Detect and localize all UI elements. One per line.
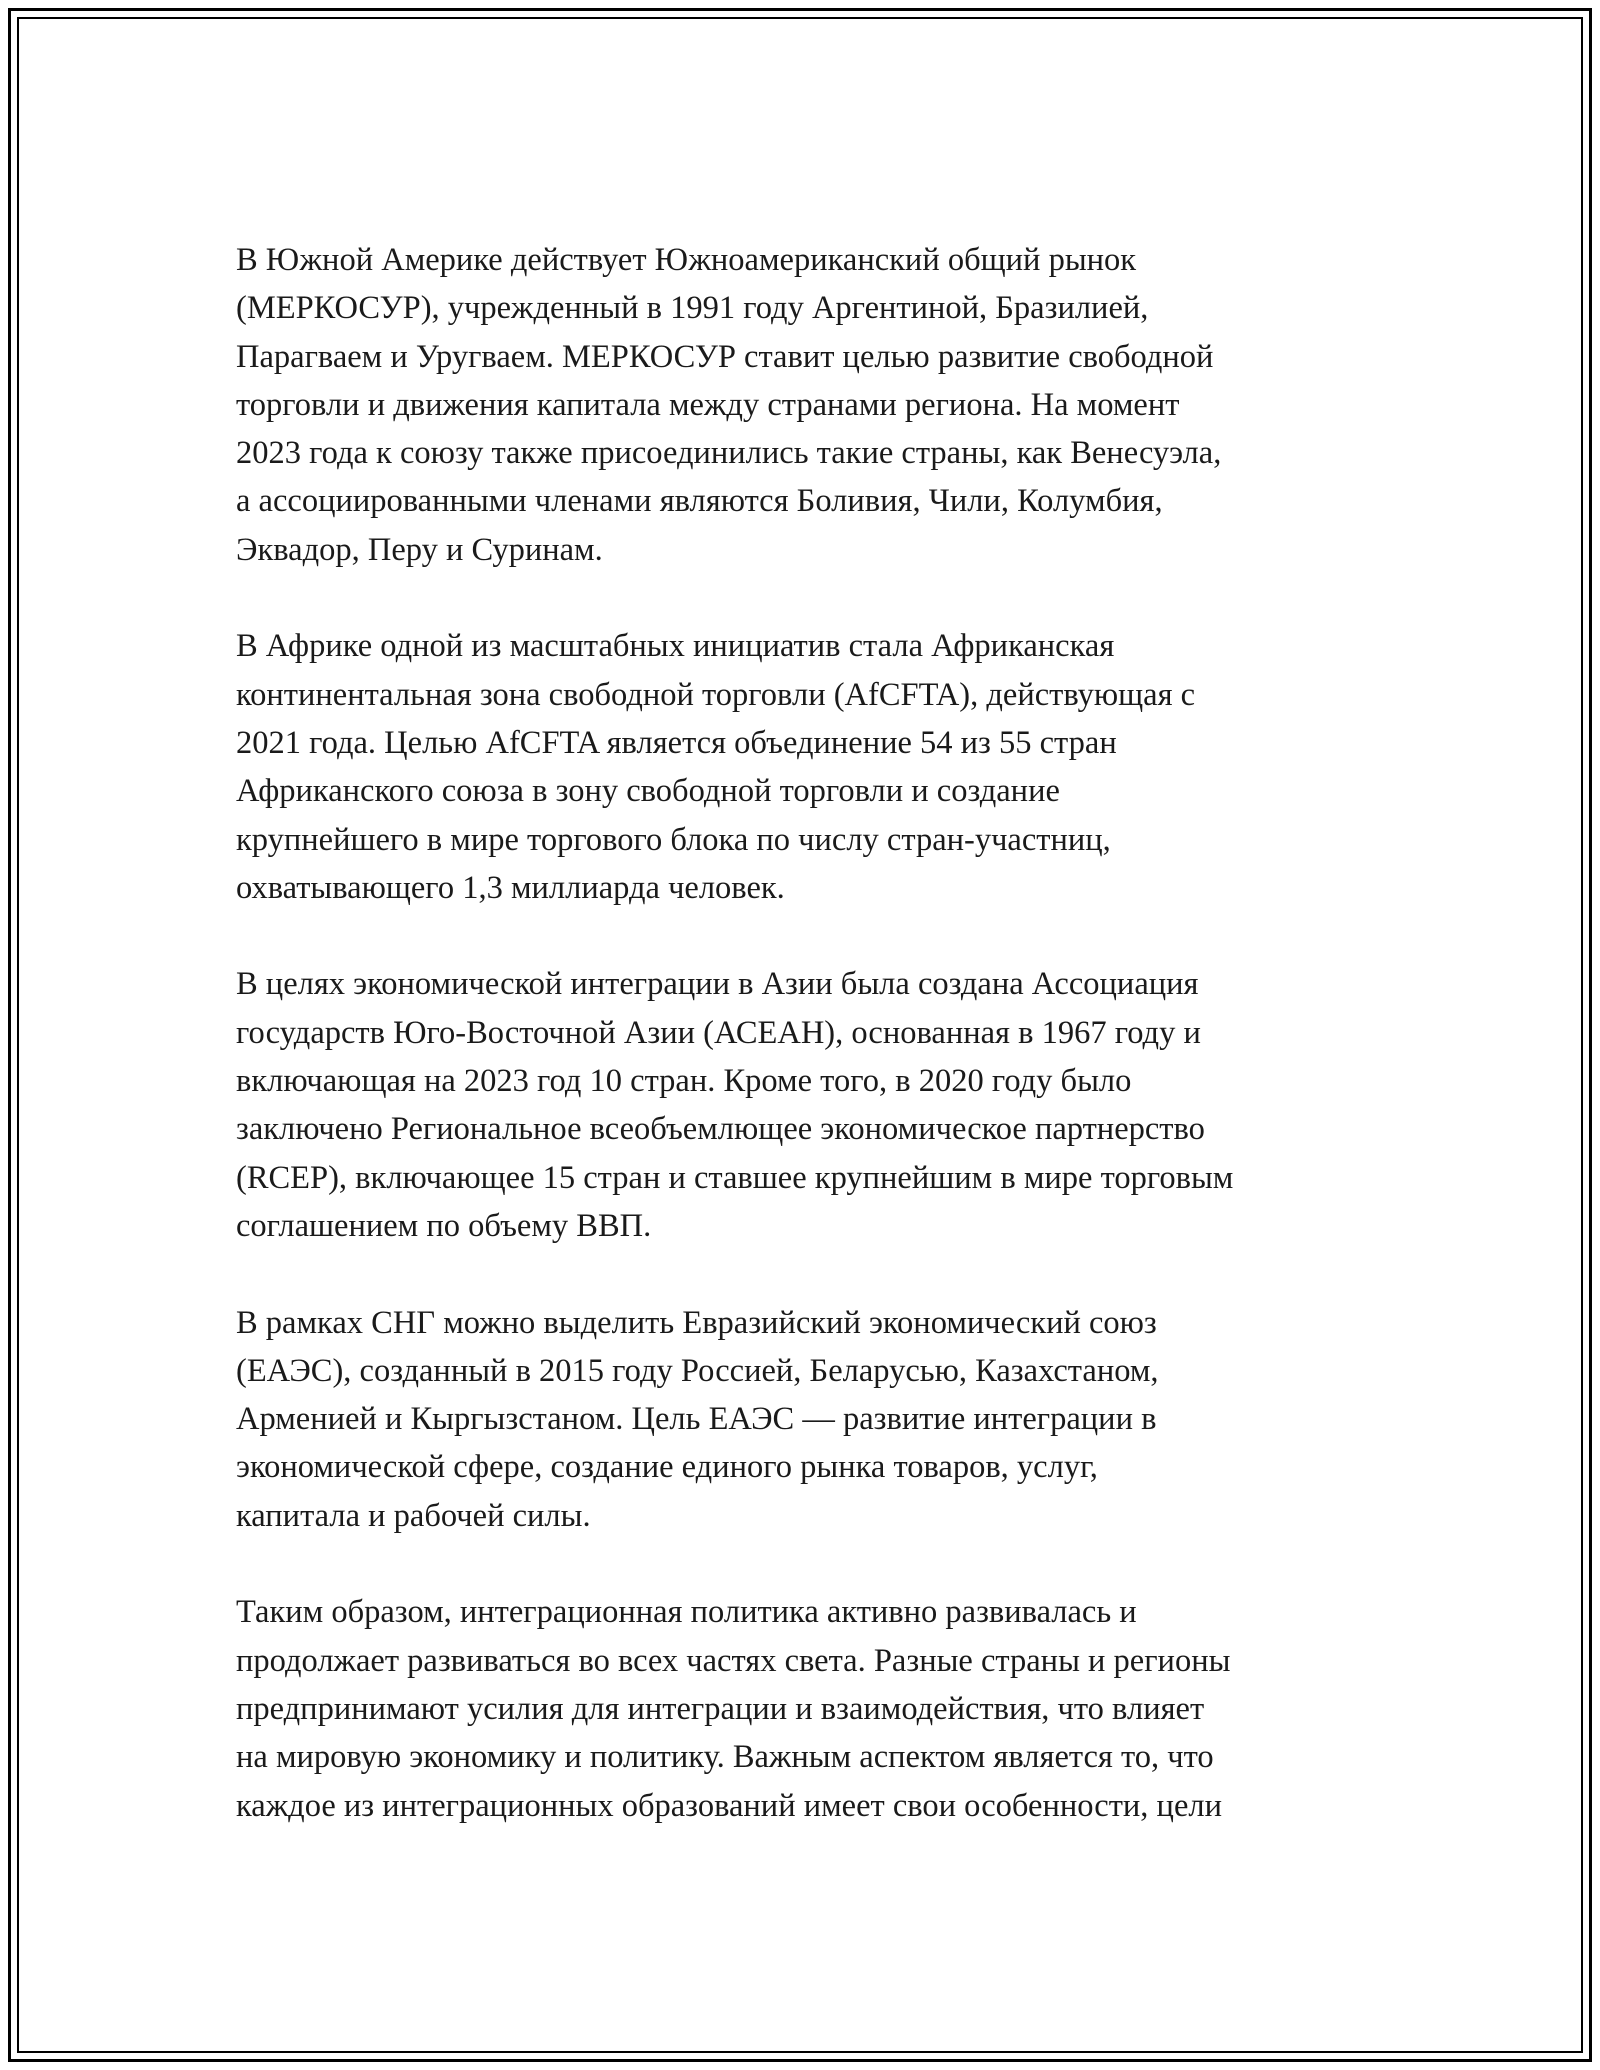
text-line: Арменией и Кыргызстаном. Цель ЕАЭС — развитие интеграции в: [236, 1401, 1157, 1438]
text-line: соглашением по объему ВВП.: [236, 1207, 652, 1244]
text-line: (МЕРКОСУР), учрежденный в 1991 году Аргентиной, Бразилией,: [236, 290, 1149, 327]
text-line: В Южной Америке действует Южноамериканский общий рынок: [236, 242, 1137, 278]
text-line: а ассоциированными членами являются Боливия, Чили, Колумбия,: [236, 483, 1163, 520]
text-line: экономической сфере, создание единого рынка товаров, услуг,: [236, 1449, 1098, 1486]
text-line: предпринимают усилия для интеграции и взаимодействия, что влияет: [236, 1690, 1205, 1727]
text-line: В Африке одной из масштабных инициатив стала Африканская: [236, 628, 1115, 665]
text-line: 2021 года. Целью AfCFTA является объединение 54 из 55 стран: [236, 724, 1117, 761]
text-line: В рамках СНГ можно выделить Евразийский экономический союз: [236, 1304, 1157, 1341]
text-line: континентальная зона свободной торговли (AfCFTA), действующая с: [236, 676, 1196, 713]
text-line: Африканского союза в зону свободной торговли и создание: [236, 773, 1060, 810]
text-line: Эквадор, Перу и Суринам.: [236, 531, 603, 568]
text-line: включающая на 2023 год 10 стран. Кроме того, в 2020 году было: [236, 1063, 1132, 1100]
text-line: 2023 года к союзу также присоединились такие страны, как Венесуэла,: [236, 435, 1222, 472]
text-line: крупнейшего в мире торгового блока по числу стран-участниц,: [236, 821, 1111, 858]
text-line: каждое из интеграционных образований имеет свои особенности, цели: [236, 1787, 1222, 1824]
paragraph-afcfta: [236, 622, 1386, 912]
text-line: продолжает развиваться во всех частях света. Разные страны и регионы: [236, 1642, 1231, 1679]
paragraph-asean: [236, 960, 1386, 1250]
paragraph-conclusion: [236, 1588, 1386, 1829]
text-line: В целях экономической интеграции в Азии была создана Ассоциация: [236, 966, 1199, 1003]
text-line: охватывающего 1,3 миллиарда человек.: [236, 869, 785, 906]
text-line: (ЕАЭС), созданный в 2015 году Россией, Беларусью, Казахстаном,: [236, 1352, 1159, 1389]
text-line: Парагваем и Уругваем. МЕРКОСУР ставит целью развитие свободной: [236, 338, 1214, 375]
document-body: [236, 236, 1386, 1878]
text-line: Таким образом, интеграционная политика активно развивалась и: [236, 1594, 1137, 1631]
paragraph-mercosur: [236, 236, 1386, 574]
text-line: торговли и движения капитала между странами региона. На момент: [236, 386, 1180, 423]
text-line: капитала и рабочей силы.: [236, 1497, 591, 1534]
paragraph-eaeu: [236, 1299, 1386, 1540]
text-line: на мировую экономику и политику. Важным аспектом является то, что: [236, 1739, 1214, 1776]
text-line: заключено Региональное всеобъемлющее экономическое партнерство: [236, 1111, 1205, 1148]
text-line: (RCEP), включающее 15 стран и ставшее крупнейшим в мире торговым: [236, 1159, 1234, 1196]
text-line: государств Юго-Восточной Азии (АСЕАН), основанная в 1967 году и: [236, 1014, 1201, 1051]
